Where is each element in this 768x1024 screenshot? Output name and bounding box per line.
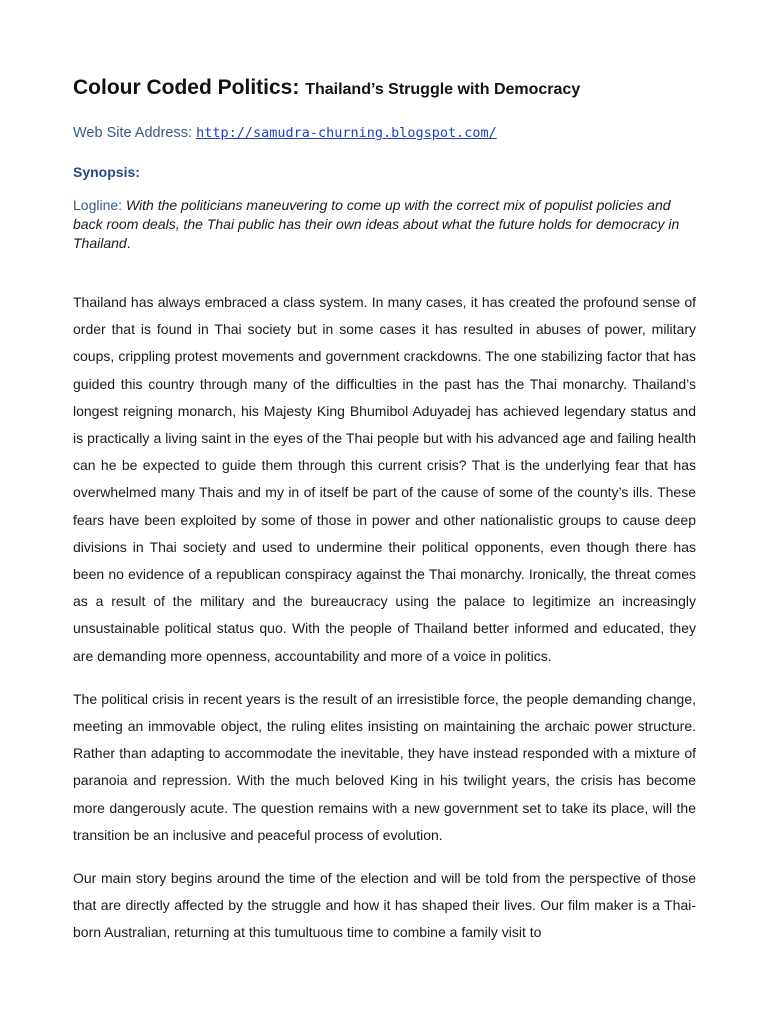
- body-paragraph: Thailand has always embraced a class system. In many cases, it has created the profound sense of order that is found in Thai society but in some cases it has resulted in abuses of power, military coups, crippling protest movements and government crackdowns. The one stabilizing factor that has guided this country through many of the difficulties in the past has the Thai monarchy. Thailand’s longest reigning monarch, his Majesty King Bhumibol Aduyadej has achieved legendary status and is practically a living saint in the eyes of the Thai people but with his advanced age and failing health can he be expected to guide them through this current crisis? That is the underlying fear that has overwhelmed many Thais and my in of itself be part of the cause of some of the county’s ills. These fears have been exploited by some of those in power and other nationalistic groups to cause deep divisions in Thai society and used to undermine their political opponents, even though there has been no evidence of a republican conspiracy against the Thai monarchy. Ironically, the threat comes as a result of the military and the bureaucracy using the palace to legitimize an increasingly unsustainable political status quo. With the people of Thailand better informed and educated, they are demanding more openness, accountability and more of a voice in politics.: [73, 294, 696, 664]
- document-page: [73, 74, 696, 947]
- body-paragraph: The political crisis in recent years is the result of an irresistible force, the people demanding change, meeting an immovable object, the ruling elites insisting on maintaining the archaic power structure. Rather than adapting to accommodate the inevitable, they have instead responded with a mixture of paranoia and repression. With the much beloved King in his twilight years, the crisis has become more dangerously acute. The question remains with a new government set to take its place, will the transition be an inclusive and peaceful process of evolution.: [73, 690, 696, 843]
- synopsis-heading: Synopsis:: [73, 164, 140, 180]
- document-subtitle: Thailand’s Struggle with Democracy: [305, 81, 581, 98]
- title-main: Colour Coded Politics:: [73, 76, 300, 99]
- website-label: Web Site Address:: [73, 125, 193, 141]
- body-paragraph: Our main story begins around the time of the election and will be told from the perspective of those that are directly affected by the struggle and how it has shaped their lives. Our film maker is a Thai-born Australian, returning at this tumultuous time to combine a family visit to: [73, 870, 696, 941]
- document-title: [73, 74, 696, 104]
- website-link[interactable]: http://samudra-churning.blogspot.com/: [196, 125, 497, 141]
- website-line: [73, 123, 696, 143]
- logline: [73, 196, 696, 253]
- logline-end: .: [126, 235, 131, 251]
- logline-text: With the politicians maneuvering to come up with the correct mix of populist policies and back room deals, the Thai public has their own ideas about what the future holds for democracy in Thailand: [73, 197, 680, 251]
- logline-label: Logline:: [73, 197, 123, 213]
